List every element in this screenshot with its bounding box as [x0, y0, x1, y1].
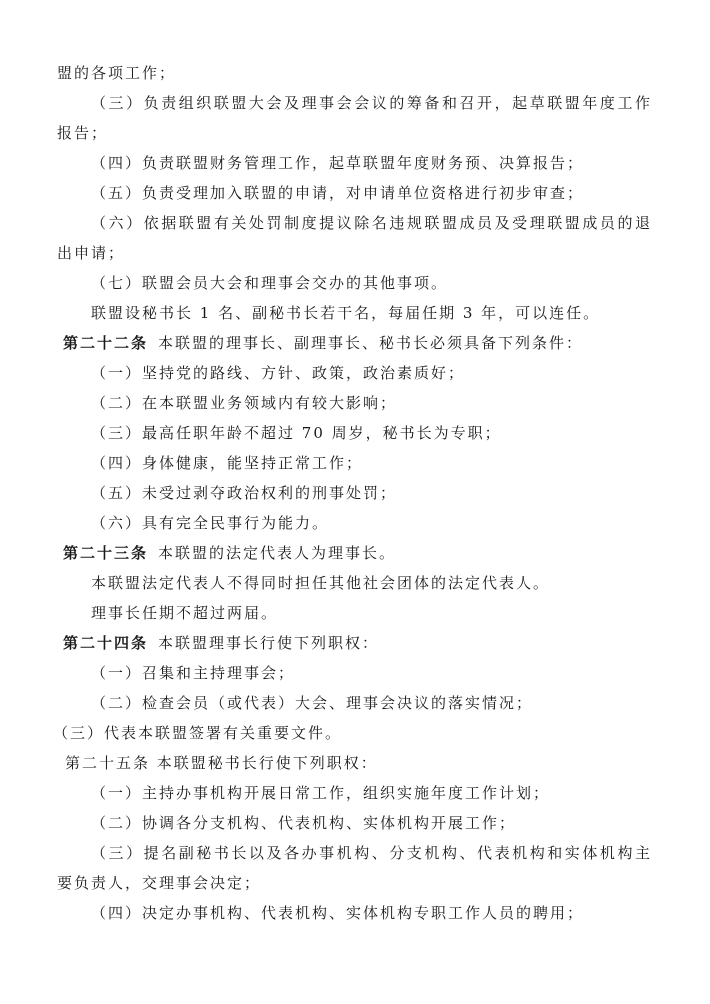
list-item-6: （六）具有完全民事行为能力。	[91, 514, 330, 532]
article-text: 本联盟的理事长、副理事长、秘书长必须具备下列条件：	[158, 334, 584, 352]
article-23	[57, 538, 650, 568]
paragraph-line: 要负责人，交理事会决定；	[57, 874, 262, 892]
article-25: 第二十五条 本联盟秘书长行使下列职权：	[65, 754, 378, 772]
list-item-3: （三）最高任职年龄不超过 70 周岁，秘书长为专职；	[91, 424, 502, 442]
list-item-1: （一）坚持党的路线、方针、政策，政治素质好；	[91, 364, 466, 382]
list-item-4: （四）负责联盟财务管理工作，起草联盟年度财务预、决算报告；	[91, 154, 585, 172]
article-heading: 第二十二条	[63, 334, 149, 352]
article-text: 本联盟理事长行使下列职权：	[158, 634, 380, 652]
list-item-4: （四）决定办事机构、代表机构、实体机构专职工作人员的聘用；	[91, 904, 585, 922]
paragraph-line: 本联盟法定代表人不得同时担任其他社会团体的法定代表人。	[91, 574, 551, 592]
paragraph-line: 联盟设秘书长 1 名、副秘书长若干名，每届任期 3 年，可以连任。	[91, 304, 601, 322]
article-heading: 第二十四条	[63, 634, 149, 652]
article-24	[57, 628, 650, 658]
list-item-3: （三）代表本联盟签署有关重要文件。	[53, 724, 343, 742]
paragraph-line: 出申请；	[57, 244, 126, 262]
list-item-5: （五）未受过剥夺政治权利的刑事处罚；	[91, 484, 398, 502]
paragraph-line: 理事长任期不超过两届。	[91, 604, 279, 622]
list-item-3: （三）负责组织联盟大会及理事会会议的筹备和召开，起草联盟年度工作	[91, 94, 650, 112]
list-item-5: （五）负责受理加入联盟的申请，对申请单位资格进行初步审查；	[91, 184, 585, 202]
article-22	[57, 328, 650, 358]
list-item-3: （三）提名副秘书长以及各办事机构、分支机构、代表机构和实体机构主	[91, 844, 650, 862]
paragraph-line: 报告；	[57, 124, 109, 142]
list-item-1: （一）召集和主持理事会；	[91, 664, 296, 682]
list-item-7: （七）联盟会员大会和理事会交办的其他事项。	[91, 274, 449, 292]
list-item-2: （二）协调各分支机构、代表机构、实体机构开展工作；	[91, 814, 517, 832]
paragraph-line: 盟的各项工作；	[57, 64, 177, 82]
list-item-4: （四）身体健康，能坚持正常工作；	[91, 454, 364, 472]
list-item-2: （二）在本联盟业务领域内有较大影响；	[91, 394, 398, 412]
article-heading: 第二十三条	[63, 544, 149, 562]
list-item-6: （六）依据联盟有关处罚制度提议除名违规联盟成员及受理联盟成员的退	[91, 214, 650, 232]
article-text: 本联盟的法定代表人为理事长。	[158, 544, 397, 562]
list-item-2: （二）检查会员（或代表）大会、理事会决议的落实情况；	[91, 694, 534, 712]
list-item-1: （一）主持办事机构开展日常工作，组织实施年度工作计划；	[91, 784, 551, 802]
